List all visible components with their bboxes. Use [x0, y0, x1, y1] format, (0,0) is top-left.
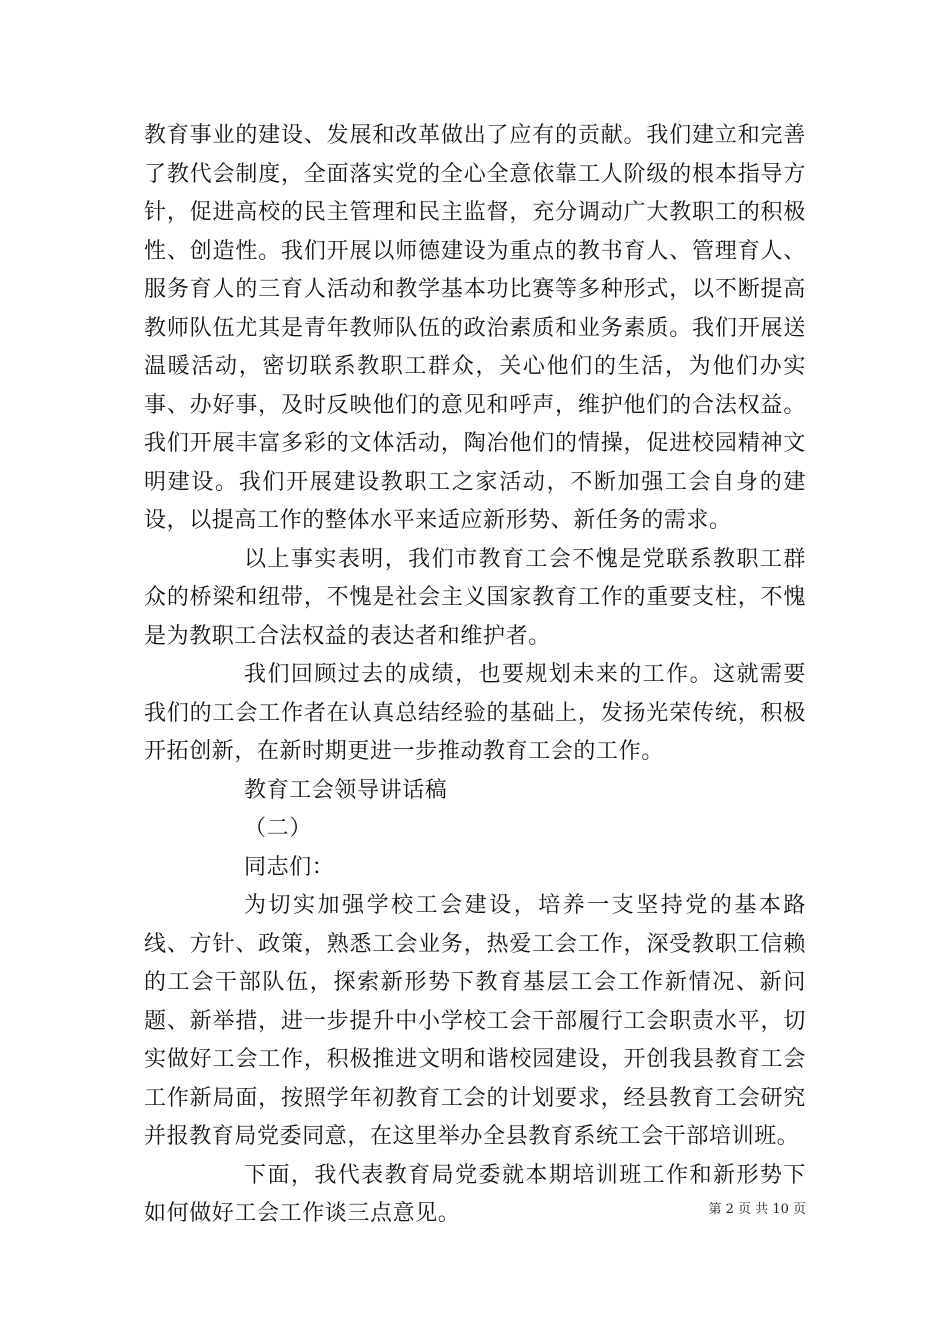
page-number-footer: 第 2 页 共 10 页	[708, 1202, 806, 1217]
paragraph-three-opinions: 下面，我代表教育局党委就本期培训班工作和新形势下如何做好工会工作谈三点意见。	[144, 1162, 806, 1226]
section-title: 教育工会领导讲话稿	[244, 777, 448, 803]
salutation: 同志们：	[244, 854, 335, 880]
section-number: （二）	[244, 816, 312, 841]
document-body	[144, 117, 806, 1234]
paragraph-training-purpose: 为切实加强学校工会建设，培养一支坚持党的基本路线、方针、政策，熟悉工会业务，热爱工会工作，深受教职工信赖的工会干部队伍，探索新形势下教育基层工会工作新情况、新问题、新举措，进一步提升中小学校工会干部履行工会职责水平，切实做好工会工作，积极推进文明和谐校园建设，开创我县教育工会工作新局面，按照学年初教育工会的计划要求，经县教育工会研究并报教育局党委同意，在这里举办全县教育系统工会干部培训班。	[144, 893, 806, 1149]
paragraph-facts-conclusion: 以上事实表明，我们市教育工会不愧是党联系教职工群众的桥梁和纽带，不愧是社会主义国家教育工作的重要支柱，不愧是为教职工合法权益的表达者和维护者。	[144, 546, 806, 649]
paragraph-future-work: 我们回顾过去的成绩，也要规划未来的工作。这就需要我们的工会工作者在认真总结经验的基础上，发扬光荣传统，积极开拓创新，在新时期更进一步推动教育工会的工作。	[144, 662, 806, 764]
paragraph-continuation: 教育事业的建设、发展和改革做出了应有的贡献。我们建立和完善了教代会制度，全面落实党的全心全意依靠工人阶级的根本指导方针，促进高校的民主管理和民主监督，充分调动广大教职工的积极性、创造性。我们开展以师德建设为重点的教书育人、管理育人、服务育人的三育人活动和教学基本功比赛等多种形式，以不断提高教师队伍尤其是青年教师队伍的政治素质和业务素质。我们开展送温暖活动，密切联系教职工群众，关心他们的生活，为他们办实事、办好事，及时反映他们的意见和呼声，维护他们的合法权益。我们开展丰富多彩的文体活动，陶冶他们的情操，促进校园精神文明建设。我们开展建设教职工之家活动，不断加强工会自身的建设，以提高工作的整体水平来适应新形势、新任务的需求。	[144, 123, 806, 533]
